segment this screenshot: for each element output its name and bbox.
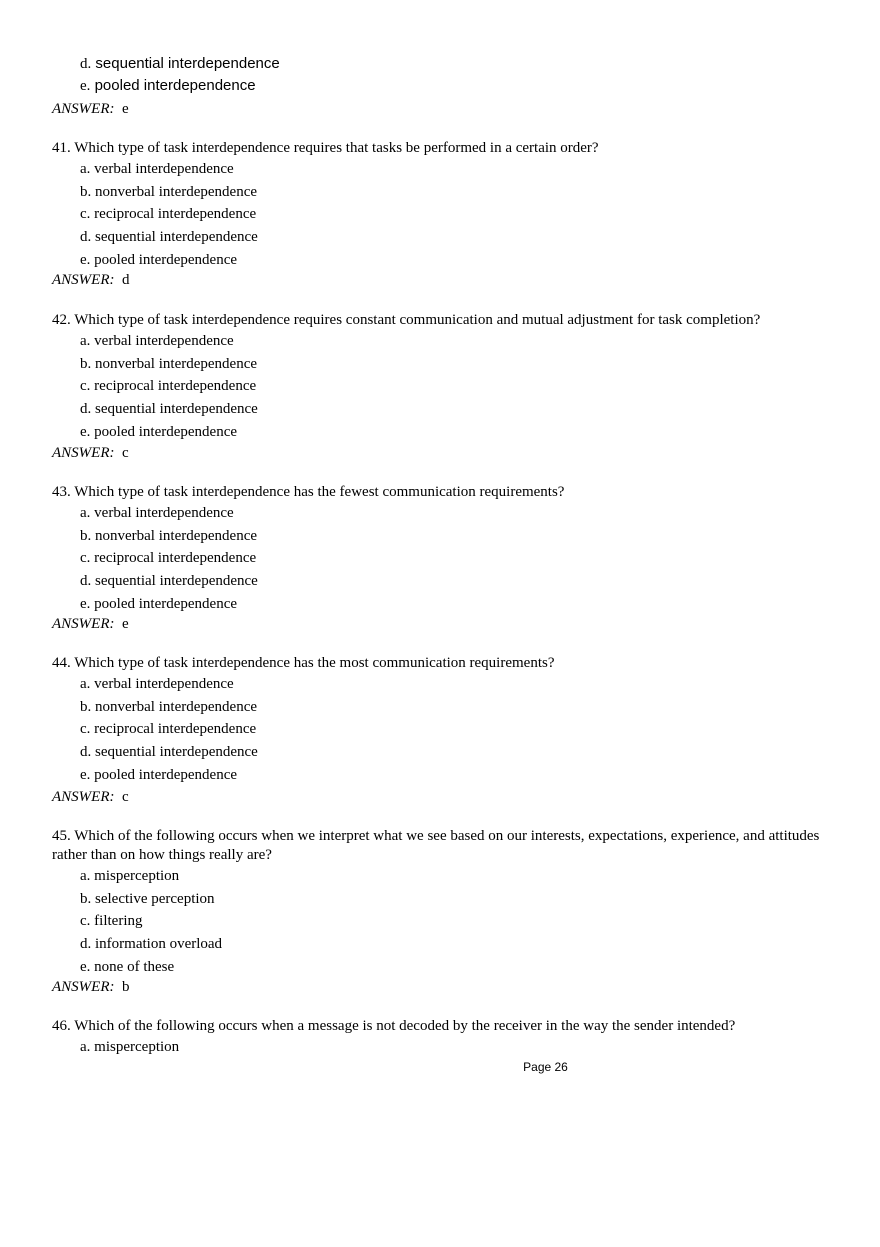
option: e. none of these [80,958,175,975]
option: d. sequential interdependence [80,229,258,246]
option: a. misperception [80,1039,180,1055]
question-text: 43. Which type of task interdependence has the fewest communication requirements? [52,484,565,500]
question-42 [52,311,842,443]
option: c. reciprocal interdependence [80,378,257,395]
option: c. reciprocal interdependence [80,550,257,567]
question-text: 45. Which of the following occurs when we interpret what we see based on our interests, expectations, experience, and attitudes rather than on how things really are? [52,828,820,863]
answer-line: ANSWER: c [52,789,129,805]
option: b. selective perception [80,890,215,907]
option: a. verbal interdependence [80,505,234,521]
option: e. pooled interdependence [80,251,238,268]
option: e. pooled interdependence [80,77,256,94]
answer-line: ANSWER: e [52,101,129,117]
option: a. verbal interdependence [80,333,234,349]
option: e. pooled interdependence [80,595,238,612]
question-43 [52,483,842,615]
answer-line: ANSWER: e [52,616,129,632]
option: d. sequential interdependence [80,744,258,761]
option: b. nonverbal interdependence [80,355,258,372]
page-number: Page 26 [523,1060,568,1074]
continued-options [80,53,280,97]
option: b. nonverbal interdependence [80,183,258,200]
option: b. nonverbal interdependence [80,698,258,715]
option: d. sequential interdependence [80,401,258,418]
answer-line: ANSWER: d [52,272,130,288]
option: a. misperception [80,868,180,884]
option: d. sequential interdependence [80,55,280,72]
question-text: 41. Which type of task interdependence requires that tasks be performed in a certain order? [52,140,599,156]
option: d. sequential interdependence [80,573,258,590]
question-46 [52,1017,842,1059]
option: c. reciprocal interdependence [80,721,257,738]
question-44 [52,654,842,786]
question-41 [52,139,842,271]
question-text: 42. Which type of task interdependence requires constant communication and mutual adjustment for task completion? [52,312,761,328]
question-text: 44. Which type of task interdependence has the most communication requirements? [52,655,555,671]
option: c. filtering [80,913,143,930]
question-text: 46. Which of the following occurs when a message is not decoded by the receiver in the way the sender intended? [52,1018,736,1034]
option: e. pooled interdependence [80,423,238,440]
option: a. verbal interdependence [80,676,234,692]
question-45 [52,827,842,978]
option: d. information overload [80,936,223,953]
answer-line: ANSWER: c [52,445,129,461]
option: b. nonverbal interdependence [80,527,258,544]
option: a. verbal interdependence [80,161,234,177]
answer-line: ANSWER: b [52,979,130,995]
option: c. reciprocal interdependence [80,206,257,223]
option: e. pooled interdependence [80,766,238,783]
